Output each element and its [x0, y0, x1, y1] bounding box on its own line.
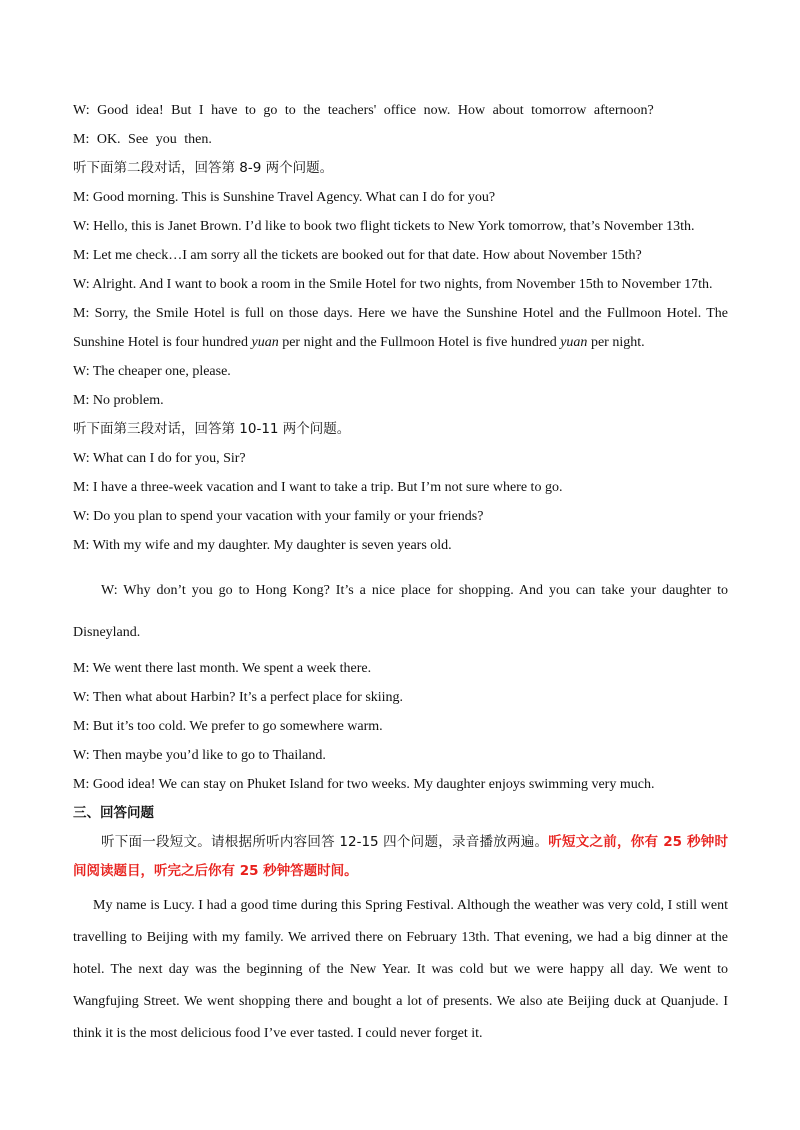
dialogue-heading-2: 听下面第二段对话，回答第 8-9 两个问题。 [73, 160, 334, 176]
currency-word: yuan [251, 335, 279, 350]
dialogue-line: W: Then what about Harbin? It’s a perfect place for skiing. [73, 690, 404, 705]
dialogue-line: M: No problem. [73, 393, 164, 408]
price-text: per night. [587, 335, 645, 350]
dialogue-heading-3: 听下面第三段对话，回答第 10-11 两个问题。 [73, 421, 351, 437]
dialogue-line: M: We went there last month. We spent a week there. [73, 661, 372, 676]
dialogue-line: M: OK. See you then. [73, 132, 212, 147]
dialogue-line: M: With my wife and my daughter. My daughter is seven years old. [73, 538, 452, 553]
dialogue-line: Disneyland. [73, 625, 141, 640]
dialogue-line: W: The cheaper one, please. [73, 364, 231, 379]
document-page [73, 96, 728, 1050]
dialogue-line: W: Why don’t you go to Hong Kong? It’s a nice place for shopping. And you can take your daughter to [101, 583, 728, 598]
dialogue-line: M: I have a three-week vacation and I want to take a trip. But I’m not sure where to go. [73, 480, 563, 495]
section-heading: 三、回答问题 [73, 805, 154, 821]
price-text: Sunshine Hotel is four hundred [73, 335, 252, 350]
dialogue-line: M: Good idea! We can stay on Phuket Island for two weeks. My daughter enjoys swimming very much. [73, 777, 655, 792]
dialogue-line: W: Good idea! But I have to go to the teachers' office now. How about tomorrow afternoon? [73, 103, 654, 118]
dialogue-line: W: Then maybe you’d like to go to Thailand. [73, 748, 326, 763]
dialogue-line: W: Do you plan to spend your vacation with your family or your friends? [73, 509, 484, 524]
price-line [73, 328, 728, 357]
dialogue-line: W: What can I do for you, Sir? [73, 451, 246, 466]
currency-word: yuan [560, 335, 588, 350]
dialogue-line: W: Alright. And I want to book a room in the Smile Hotel for two nights, from November 15th to November 17th. [73, 277, 713, 292]
passage-paragraph: My name is Lucy. I had a good time during this Spring Festival. Although the weather was very cold, I still went travelling to Beijing with my family. We arrived there on February 13th. That evening, we had a big dinner at the hotel. The next day was the beginning of the New Year. It was cold but we were happy all day. We went to Wangfujing Street. We went shopping there and bought a lot of presents. We also ate Beijing duck at Quanjude. I think it is the most delicious food I’ve ever tasted. I could never forget it. [73, 898, 728, 1041]
instruction-text: 听下面一段短文。请根据所听内容回答 12-15 四个问题，录音播放两遍。 [101, 834, 549, 850]
dialogue-line: M: Good morning. This is Sunshine Travel Agency. What can I do for you? [73, 190, 496, 205]
dialogue-line: M: Let me check…I am sorry all the tickets are booked out for that date. How about November 15th? [73, 248, 642, 263]
dialogue-line: M: But it’s too cold. We prefer to go somewhere warm. [73, 719, 383, 734]
price-text: per night and the Fullmoon Hotel is five hundred [278, 335, 561, 350]
dialogue-line: M: Sorry, the Smile Hotel is full on those days. Here we have the Sunshine Hotel and the Fullmoon Hotel. The [73, 306, 728, 321]
dialogue-line: W: Hello, this is Janet Brown. I’d like to book two flight tickets to New York tomorrow, that’s November 13th. [73, 219, 695, 234]
listening-instruction [73, 828, 728, 886]
instruction-time-note: 听短文之前，你有 25 秒钟时间阅读题目，听完之后你有 25 秒钟答题时间。 [73, 834, 729, 879]
